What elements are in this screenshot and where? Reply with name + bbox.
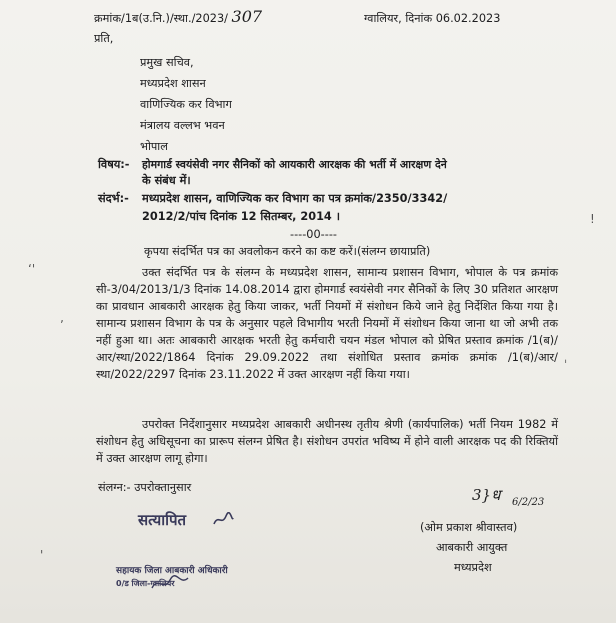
addressee-line-1: प्रमुख सचिव, [140, 56, 194, 69]
letter-date: 06.02.2023 [435, 12, 501, 25]
paragraph-1: कृपया संदर्भित पत्र का अवलोकन करने का कष्ट करें।(संलग्न छायाप्रति) [144, 245, 431, 258]
reference-line-2: 2012/2/पांच दिनांक 12 सितम्बर, 2014 । [142, 210, 341, 223]
stamp-scribble-icon [212, 512, 234, 528]
reference-number [94, 7, 263, 26]
signatory-state: मध्यप्रदेश [454, 561, 492, 574]
addressee-line-5: भोपाल [140, 140, 168, 153]
clerk-stamp-line-2: 0/ड जिला-ग्वालियर [116, 579, 175, 588]
margin-mark-icon: ˌ [564, 350, 568, 364]
reference-prefix: क्रमांक/1ब(उ.नि.)/स्था./2023/ [94, 12, 228, 25]
clerk-signature-icon [150, 572, 190, 594]
signature-date: 6/2/23 [512, 497, 545, 508]
signatory-designation: आबकारी आयुक्त [436, 541, 508, 554]
signatory-name: (ओम प्रकाश श्रीवास्तव) [420, 521, 518, 534]
reference-handwritten-number: 307 [231, 7, 263, 26]
margin-mark-icon: ! [590, 212, 595, 226]
paragraph-2: उक्त संदर्भित पत्र के संलग्न के मध्यप्रदेश शासन, सामान्य प्रशासन विभाग, भोपाल के पत्र क्रमांक सी-3/04/2013/1/3 दिनांक 14.08.2014 द्वारा होमगार्ड स्वयंसेवी नगर सैनिकों के लिए 30 प्रतिशत आरक्षण का प्रावधान आबकारी आरक्षक हेतु किया जाकर, भर्ती नियमों में संशोधन किये जाने हेतु निर्देशित किया गया है। सामान्य प्रशासन विभाग के पत्र के अनुसार पहले विभागीय भरती नियमों में संशोधन किया जाना था जो अभी तक नहीं हुआ था। अतः आबकारी आरक्षक भरती हेतु कर्मचारी चयन मंडल भोपाल को प्रेषित प्रस्ताव क्रमांक /1(ब)/आर/स्था/2022/1864 दिनांक 29.09.2022 तथा संशोधित प्रस्ताव क्रमांक क्रमांक /1(ब)/आर/स्था/2022/2297 दिनांक 23.11.2022 में उक्त आरक्षण नहीं किया गया। [96, 266, 558, 381]
satyapit-stamp: सत्यापित [138, 511, 187, 529]
reference-line-1: मध्यप्रदेश शासन, वाणिज्यिक कर विभाग का पत्र क्रमांक/2350/3342/ [142, 192, 448, 205]
separator: ----00---- [290, 228, 337, 241]
subject-line-1: होमगार्ड स्वयंसेवी नगर सैनिकों को आयकारी आरक्षक की भर्ती में आरक्षण देने [142, 158, 447, 171]
signature-initials: 3}ध [472, 486, 501, 504]
to-label: प्रति, [94, 32, 114, 45]
place-label: ग्वालियर, दिनांक [364, 12, 433, 25]
paragraph-3: उपरोक्त निर्देशानुसार मध्यप्रदेश आबकारी अधीनस्थ तृतीय श्रेणी (कार्यपालिक) भर्ती नियम 1982 में संशोधन हेतु अधिसूचना का प्रारूप संलग्न प्रेषित है। संशोधन उपरांत भविष्य में होने वाली आरक्षक पद की रिक्तियों में उक्त आरक्षण लागू होगा। [96, 418, 558, 465]
margin-mark-icon: ' [40, 548, 44, 562]
reference-label: संदर्भ:- [98, 192, 129, 205]
addressee-line-4: मंत्रालय वल्लभ भवन [140, 119, 225, 132]
subject-line-2: के संबंध में। [142, 174, 191, 187]
subject-label: विषय:- [98, 158, 130, 171]
addressee-line-2: मध्यप्रदेश शासन [140, 77, 206, 90]
place-and-date [364, 12, 500, 26]
margin-mark-icon: ʼ [60, 318, 64, 332]
addressee-line-3: वाणिज्यिक कर विभाग [140, 98, 232, 111]
enclosure-line: संलग्न:- उपरोक्तानुसार [98, 481, 192, 494]
clerk-stamp-line-1: सहायक जिला आबकारी अधिकारी [116, 566, 228, 576]
margin-mark-icon: ʻ' [28, 262, 36, 276]
